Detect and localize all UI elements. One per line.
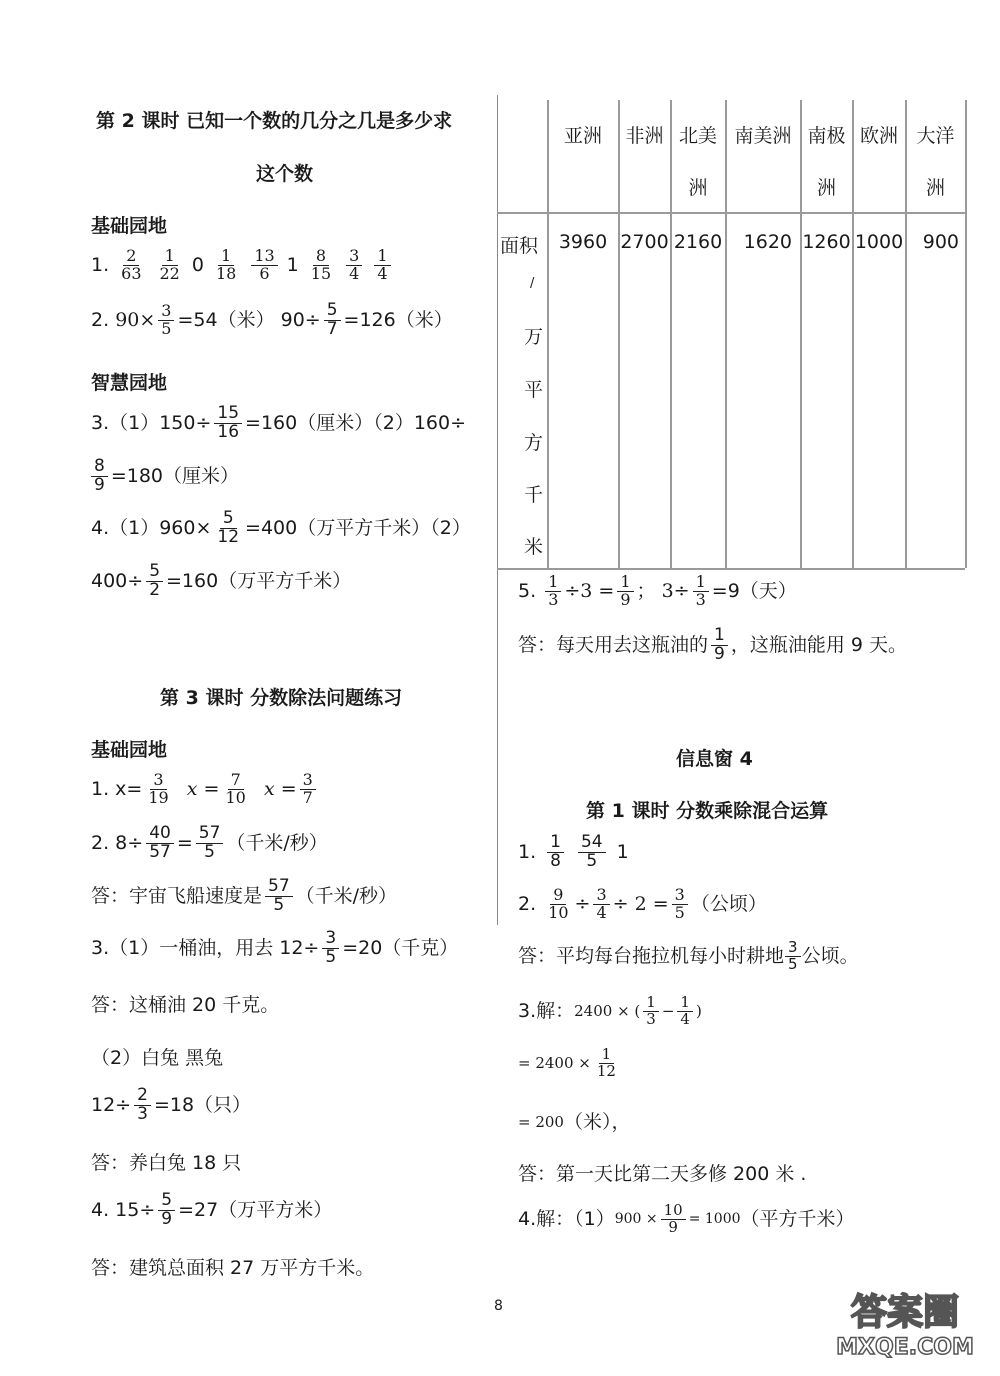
answer-text: ，这瓶油能用 9 天。 bbox=[730, 633, 908, 656]
fraction: $\frac{3}{5}$ bbox=[158, 303, 174, 338]
r2-number: 2. bbox=[518, 892, 537, 915]
header-north-america: 北美 bbox=[678, 125, 717, 147]
header-oceania-2: 洲 bbox=[925, 177, 945, 199]
p3b-row: （2）白兔 黑兔 bbox=[91, 1047, 224, 1069]
p1-row bbox=[91, 772, 319, 807]
row-label: 万 bbox=[524, 326, 544, 348]
page-number: 8 bbox=[494, 1298, 503, 1314]
fraction: $\frac{8}{15}$ bbox=[310, 246, 332, 283]
q2-number: 2. bbox=[91, 308, 110, 331]
p4-answer: 答：建筑总面积 27 万平方千米。 bbox=[91, 1257, 375, 1279]
value-asia: 3960 bbox=[558, 231, 608, 253]
header-antarctica-2: 洲 bbox=[816, 177, 836, 199]
value-antarctica: 1260 bbox=[802, 231, 851, 253]
fraction: $\frac{1}{3}$ bbox=[643, 995, 659, 1028]
header-north-america-2: 洲 bbox=[688, 177, 708, 199]
p1-expr: x = bbox=[263, 777, 297, 800]
fraction: $\frac{9}{10}$ bbox=[548, 885, 569, 922]
r4-row bbox=[518, 1203, 855, 1236]
q5-expr: ； 3÷ bbox=[636, 579, 690, 602]
fraction: $\frac{1}{18}$ bbox=[215, 246, 237, 283]
p4-row bbox=[91, 1192, 332, 1229]
table-rule bbox=[905, 100, 907, 568]
row-label: 米 bbox=[524, 536, 544, 558]
p1-expr: x = bbox=[186, 777, 220, 800]
p3-expr: 3.（1）一桶油，用去 12÷ bbox=[91, 936, 320, 959]
q4-expr: =160（万平方千米） bbox=[166, 569, 352, 592]
lesson1-title: 第 1 课时 分数乘除混合运算 bbox=[586, 800, 829, 822]
table-rule bbox=[618, 100, 620, 568]
table-rule bbox=[800, 100, 802, 568]
p3c-row bbox=[91, 1087, 251, 1124]
watermark-en: MXQE.COM bbox=[836, 1335, 974, 1360]
p3-row bbox=[91, 930, 458, 967]
column-divider bbox=[497, 95, 498, 925]
r3-expr: 2400 × ( bbox=[574, 1001, 641, 1020]
p3c-expr: =18（只） bbox=[153, 1093, 252, 1116]
info-window-4-title: 信息窗 4 bbox=[676, 748, 753, 770]
q3-expr: =160（厘米）（2）160÷ bbox=[245, 411, 467, 434]
lesson2-title: 第 2 课时 已知一个数的几分之几是多少求 bbox=[96, 110, 453, 132]
fraction: $\frac{57}{5}$ bbox=[196, 825, 224, 862]
q4-expr: =400（万平方千米）（2） bbox=[245, 516, 471, 539]
fraction: $\frac{2}{3}$ bbox=[134, 1087, 151, 1124]
fraction: $\frac{3}{5}$ bbox=[785, 940, 801, 973]
header-oceania: 大洋 bbox=[916, 125, 955, 147]
fraction: $\frac{1}{4}$ bbox=[374, 248, 390, 283]
r2-expr: ÷ bbox=[574, 892, 591, 915]
r3c-row bbox=[518, 1113, 630, 1132]
r3-expr: − bbox=[661, 1001, 675, 1020]
fraction: $\frac{5}{7}$ bbox=[324, 302, 341, 339]
fraction: $\frac{15}{16}$ bbox=[214, 405, 242, 442]
r4-expr: （平方千米） bbox=[740, 1207, 855, 1230]
section-jichu-2: 基础园地 bbox=[91, 739, 168, 761]
p3-answer: 答：这桶油 20 千克。 bbox=[91, 994, 280, 1016]
r3c-expr: = 200 bbox=[518, 1113, 564, 1131]
p3c-expr: 12÷ bbox=[91, 1093, 132, 1116]
r3c-expr: （米）， bbox=[563, 1111, 631, 1133]
fraction: $\frac{40}{57}$ bbox=[146, 825, 174, 862]
fraction: $\frac{1}{8}$ bbox=[547, 834, 564, 871]
fraction: $\frac{8}{9}$ bbox=[91, 458, 108, 495]
q1-row bbox=[91, 248, 394, 283]
r3b-row bbox=[518, 1047, 622, 1080]
fraction: $\frac{1}{9}$ bbox=[617, 574, 633, 609]
q2-expr: =54（米） 90÷ bbox=[177, 308, 321, 331]
fraction: $\frac{5}{12}$ bbox=[217, 508, 240, 547]
header-antarctica: 南极 bbox=[807, 125, 846, 147]
fraction: $\frac{1}{4}$ bbox=[677, 995, 693, 1028]
p3-expr: =20（千克） bbox=[342, 936, 459, 959]
q3-expr: =180（厘米） bbox=[110, 464, 240, 487]
fraction: $\frac{10}{9}$ bbox=[661, 1203, 686, 1236]
fraction: $\frac{54}{5}$ bbox=[578, 834, 606, 871]
q4-row bbox=[91, 510, 471, 547]
value-south-america: 1620 bbox=[743, 231, 792, 253]
r3-answer: 答：第一天比第二天多修 200 米 . bbox=[518, 1163, 807, 1185]
r1-row bbox=[518, 834, 629, 871]
fraction: $\frac{5}{2}$ bbox=[146, 563, 163, 600]
answer-text: 公顷。 bbox=[801, 944, 859, 967]
row-label: 平 bbox=[524, 379, 544, 401]
watermark-logo bbox=[820, 1282, 990, 1362]
r4-expr: = 1000 bbox=[688, 1211, 741, 1228]
r2-row bbox=[518, 887, 767, 922]
r3-row bbox=[518, 995, 702, 1028]
fraction: $\frac{57}{5}$ bbox=[265, 878, 293, 915]
q5-number: 5. bbox=[518, 579, 537, 602]
answer-text: 答：宇宙飞船速度是 bbox=[91, 884, 263, 907]
table-rule bbox=[547, 100, 549, 568]
fraction: $\frac{1}{22}$ bbox=[159, 246, 180, 283]
value-europe: 1000 bbox=[854, 231, 904, 253]
q4-expr: 400÷ bbox=[91, 569, 144, 592]
fraction: $\frac{3}{5}$ bbox=[672, 887, 688, 922]
fraction: $\frac{3}{19}$ bbox=[148, 770, 169, 807]
fraction: $\frac{7}{10}$ bbox=[225, 770, 246, 807]
header-south-america: 南美洲 bbox=[734, 125, 792, 147]
r4-expr: 900 × bbox=[614, 1211, 658, 1228]
r3-label: 3.解： bbox=[518, 999, 575, 1022]
p4-expr: 4. 15÷ bbox=[91, 1198, 156, 1221]
q3-row bbox=[91, 405, 466, 442]
table-rule bbox=[965, 100, 967, 568]
p4-expr: =27（万平方米） bbox=[178, 1198, 333, 1221]
r4-label: 4.解：（1） bbox=[518, 1207, 615, 1230]
table-rule bbox=[497, 568, 965, 570]
table-rule bbox=[725, 100, 727, 568]
q1-number: 1. bbox=[91, 253, 110, 276]
q2-expr: =126（米） bbox=[343, 308, 453, 331]
q4-expr: 4.（1）960× bbox=[91, 516, 212, 539]
value-north-america: 2160 bbox=[673, 231, 723, 253]
row-label: 面积 bbox=[500, 235, 539, 257]
fraction: $\frac{1}{9}$ bbox=[711, 627, 728, 664]
p2-expr: （千米/秒） bbox=[226, 831, 328, 854]
answer-text: 答：每天用去这瓶油的 bbox=[518, 633, 709, 656]
fraction: $\frac{13}{6}$ bbox=[251, 248, 277, 283]
header-africa: 非洲 bbox=[625, 125, 664, 147]
lesson3-title: 第 3 课时 分数除法问题练习 bbox=[160, 687, 403, 709]
header-asia: 亚洲 bbox=[563, 125, 602, 147]
table-rule bbox=[852, 100, 854, 568]
answer-text: （千米/秒） bbox=[295, 884, 398, 907]
section-jichu: 基础园地 bbox=[91, 215, 168, 237]
header-europe: 欧洲 bbox=[859, 125, 898, 147]
p3c-answer: 答：养白兔 18 只 bbox=[91, 1152, 242, 1174]
row-label: / bbox=[530, 276, 535, 291]
q2-row bbox=[91, 302, 453, 339]
q5-expr: ÷3 = bbox=[564, 579, 615, 602]
fraction: $\frac{1}{12}$ bbox=[596, 1045, 616, 1080]
r2-expr: （公顷） bbox=[690, 892, 767, 915]
q3-row-cont bbox=[88, 458, 239, 495]
fraction: $\frac{3}{7}$ bbox=[300, 772, 316, 807]
fraction: $\frac{3}{4}$ bbox=[346, 248, 362, 283]
q4-row-cont bbox=[91, 563, 351, 600]
value-africa: 2700 bbox=[620, 231, 669, 253]
answer-text: 答：平均每台拖拉机每小时耕地 bbox=[518, 944, 785, 967]
fraction: $\frac{1}{3}$ bbox=[693, 574, 709, 609]
r3-expr: ) bbox=[695, 1001, 702, 1020]
r2-expr: ÷ 2 = bbox=[612, 892, 669, 915]
r3b-expr: = 2400 × bbox=[518, 1053, 591, 1072]
lesson2-title-cont: 这个数 bbox=[256, 163, 314, 185]
p2-expr: 2. 8÷ bbox=[91, 831, 144, 854]
fraction: $\frac{2}{63}$ bbox=[121, 246, 142, 283]
fraction: $\frac{3}{4}$ bbox=[593, 887, 609, 922]
r1-value: 1 bbox=[616, 840, 629, 863]
q1-one: 1 bbox=[286, 253, 299, 276]
r1-number: 1. bbox=[518, 840, 537, 863]
fraction: $\frac{5}{9}$ bbox=[158, 1192, 175, 1229]
table-rule bbox=[497, 212, 965, 214]
p2-answer bbox=[91, 878, 397, 915]
p2-expr: = bbox=[176, 831, 193, 854]
fraction: $\frac{1}{3}$ bbox=[545, 574, 561, 609]
q5-expr: =9（天） bbox=[711, 579, 797, 602]
row-label: 千 bbox=[524, 484, 544, 506]
fraction: $\frac{3}{5}$ bbox=[322, 930, 339, 967]
p2-row bbox=[91, 825, 328, 862]
q1-zero: 0 bbox=[191, 253, 204, 276]
watermark-cn: 答案圈 bbox=[850, 1292, 960, 1333]
q5-answer bbox=[518, 627, 907, 664]
section-zhihui: 智慧园地 bbox=[91, 372, 168, 394]
value-oceania: 900 bbox=[922, 231, 959, 253]
table-rule bbox=[670, 100, 672, 568]
row-label: 方 bbox=[524, 432, 544, 454]
q3-expr: 3.（1）150÷ bbox=[91, 411, 212, 434]
q5-row bbox=[518, 574, 797, 609]
q2-expr: 90× bbox=[115, 308, 156, 331]
p1-expr: 1. x= bbox=[91, 777, 143, 800]
r2-answer bbox=[518, 940, 859, 973]
